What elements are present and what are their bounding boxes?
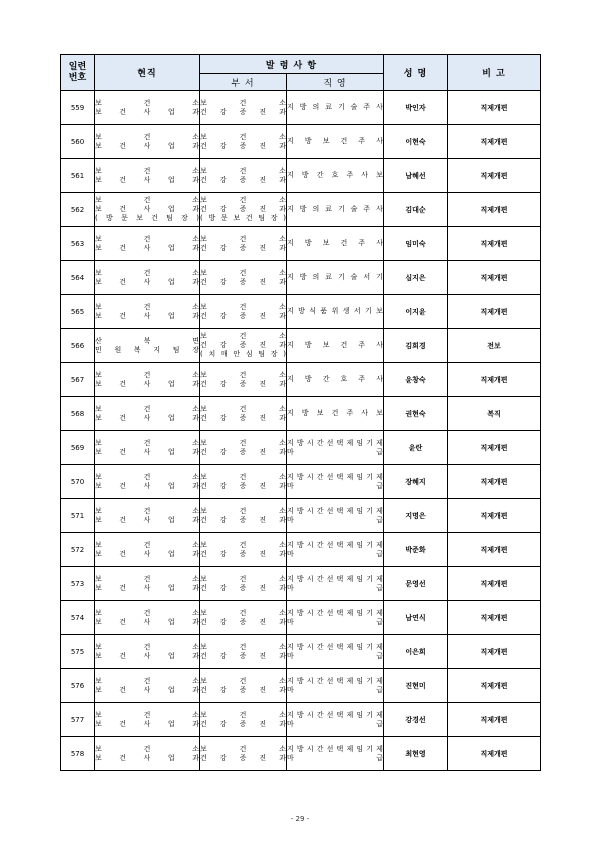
position-cell [287, 465, 384, 499]
cell-line: 산 북 면 [95, 336, 199, 345]
cell-line: 보 건 소 [95, 608, 199, 617]
position-cell [287, 601, 384, 635]
cell-line: 보 건 소 [200, 744, 286, 753]
position-cell [287, 499, 384, 533]
cell-line: 건 강 증 진 과 [200, 205, 286, 213]
serial-number: 577 [61, 703, 95, 737]
header-position: 직 영 [287, 74, 384, 91]
serial-number: 564 [61, 261, 95, 295]
note-cell: 직제개편 [448, 193, 541, 227]
cell-line: 보 건 소 [200, 676, 286, 685]
serial-number: 565 [61, 295, 95, 329]
table-row [61, 737, 541, 771]
page-number: - 29 - [290, 815, 310, 823]
current-post-cell [95, 125, 200, 159]
department-cell [200, 193, 287, 227]
position-cell [287, 703, 384, 737]
department-cell [200, 227, 287, 261]
department-cell [200, 567, 287, 601]
table-row [61, 159, 541, 193]
cell-line: 마 급 [287, 685, 383, 694]
table-row [61, 465, 541, 499]
cell-line: 건 강 증 진 과 [200, 753, 286, 762]
cell-line: 건 강 증 진 과 [200, 311, 286, 320]
header-order-items: 발 령 사 항 [200, 55, 384, 74]
cell-line: 지 방 식 품 위 생 서 기 보 [287, 307, 383, 315]
header-department-text: 부 서 [231, 78, 255, 89]
table-row [61, 261, 541, 295]
cell-line: 보 건 소 [95, 642, 199, 651]
cell-line: 건 강 증 진 과 [200, 583, 286, 592]
serial-number: 567 [61, 363, 95, 397]
serial-number: 570 [61, 465, 95, 499]
cell-line: 지 방 시 간 선 택 제 임 기 제 [287, 472, 383, 481]
serial-number: 578 [61, 737, 95, 771]
header-department [200, 74, 287, 91]
table-row [61, 125, 541, 159]
serial-number: 561 [61, 159, 95, 193]
note-cell: 직제개편 [448, 125, 541, 159]
department-cell [200, 329, 287, 363]
serial-number: 568 [61, 397, 95, 431]
cell-line: 보 건 사 업 과 [95, 719, 199, 728]
cell-line: 보 건 소 [95, 268, 199, 277]
cell-line: 보 건 사 업 과 [95, 379, 199, 388]
table-row [61, 669, 541, 703]
cell-line: 보 건 소 [200, 404, 286, 413]
table-row [61, 397, 541, 431]
current-post-cell [95, 465, 200, 499]
person-name: 강경선 [384, 703, 448, 737]
cell-line: 마 급 [287, 549, 383, 558]
person-name: 이은희 [384, 635, 448, 669]
cell-line: 보 건 소 [200, 302, 286, 311]
position-cell [287, 363, 384, 397]
current-post-cell [95, 635, 200, 669]
position-cell [287, 261, 384, 295]
cell-line: 보 건 소 [95, 196, 199, 204]
position-cell [287, 125, 384, 159]
table-row [61, 227, 541, 261]
cell-line: 보 건 소 [95, 438, 199, 447]
cell-line: 보 건 소 [200, 234, 286, 243]
cell-line: ( 방 문 보 건 팀 장 ) [95, 214, 199, 222]
position-cell [287, 193, 384, 227]
position-cell [287, 533, 384, 567]
current-post-cell [95, 329, 200, 363]
cell-line: 건 강 증 진 과 [200, 447, 286, 456]
cell-line: 건 강 증 진 과 [200, 651, 286, 660]
position-cell [287, 635, 384, 669]
table-row [61, 91, 541, 125]
cell-line: 지 방 간 호 주 사 보 [287, 171, 383, 179]
cell-line: 보 건 사 업 과 [95, 243, 199, 252]
cell-line: 보 건 소 [200, 710, 286, 719]
cell-line: 지 방 시 간 선 택 제 임 기 제 [287, 608, 383, 617]
table-row [61, 363, 541, 397]
cell-line: 건 강 증 진 과 [200, 141, 286, 150]
cell-line: 마 급 [287, 651, 383, 660]
person-name: 문영선 [384, 567, 448, 601]
cell-line: 보 건 소 [200, 370, 286, 379]
note-cell: 전보 [448, 329, 541, 363]
header-name: 성 명 [384, 55, 448, 91]
cell-line: 보 건 사 업 과 [95, 651, 199, 660]
current-post-cell [95, 669, 200, 703]
department-cell [200, 499, 287, 533]
note-cell: 직제개편 [448, 261, 541, 295]
position-cell [287, 567, 384, 601]
current-post-cell [95, 431, 200, 465]
serial-number: 574 [61, 601, 95, 635]
person-name: 장혜지 [384, 465, 448, 499]
person-name: 박인자 [384, 91, 448, 125]
person-name: 진현미 [384, 669, 448, 703]
position-cell [287, 295, 384, 329]
table-row [61, 295, 541, 329]
serial-number: 576 [61, 669, 95, 703]
department-cell [200, 635, 287, 669]
person-name: 김대순 [384, 193, 448, 227]
cell-line: 보 건 소 [95, 370, 199, 379]
cell-line: 보 건 소 [200, 196, 286, 204]
note-cell: 직제개편 [448, 159, 541, 193]
cell-line: 보 건 소 [95, 166, 199, 175]
cell-line: 보 건 소 [95, 506, 199, 515]
department-cell [200, 159, 287, 193]
header-current-post: 현직 [95, 55, 200, 91]
cell-line: 건 강 증 진 과 [200, 549, 286, 558]
table-row [61, 533, 541, 567]
serial-number: 573 [61, 567, 95, 601]
department-cell [200, 669, 287, 703]
department-cell [200, 431, 287, 465]
department-cell [200, 601, 287, 635]
cell-line: 지 방 시 간 선 택 제 임 기 제 [287, 574, 383, 583]
cell-line: 건 강 증 진 과 [200, 685, 286, 694]
cell-line: 보 건 사 업 과 [95, 413, 199, 422]
cell-line: 보 건 사 업 과 [95, 481, 199, 490]
cell-line: 건 강 증 진 과 [200, 481, 286, 490]
cell-line: 지 방 시 간 선 택 제 임 기 제 [287, 642, 383, 651]
cell-line: 마 급 [287, 447, 383, 456]
table-row [61, 499, 541, 533]
note-cell: 직제개편 [448, 295, 541, 329]
cell-line: 보 건 사 업 과 [95, 515, 199, 524]
current-post-cell [95, 91, 200, 125]
cell-line: 보 건 사 업 과 [95, 205, 199, 213]
cell-line: 마 급 [287, 583, 383, 592]
person-name: 김희경 [384, 329, 448, 363]
cell-line: 보 건 사 업 과 [95, 107, 199, 116]
cell-line: 보 건 소 [95, 234, 199, 243]
cell-line: 보 건 소 [200, 540, 286, 549]
department-cell [200, 363, 287, 397]
cell-line: 보 건 소 [200, 98, 286, 107]
department-cell [200, 703, 287, 737]
cell-line: 보 건 소 [95, 540, 199, 549]
cell-line: 마 급 [287, 617, 383, 626]
cell-line: 보 건 소 [200, 642, 286, 651]
cell-line: 건 강 증 진 과 [200, 175, 286, 184]
position-cell [287, 227, 384, 261]
note-cell: 직제개편 [448, 601, 541, 635]
cell-line: 보 건 사 업 과 [95, 549, 199, 558]
cell-line: 보 건 사 업 과 [95, 311, 199, 320]
cell-line: 보 건 소 [95, 132, 199, 141]
serial-number: 563 [61, 227, 95, 261]
note-cell: 직제개편 [448, 499, 541, 533]
cell-line: 보 건 소 [200, 574, 286, 583]
position-cell [287, 329, 384, 363]
cell-line: 지 방 의 료 기 술 주 사 [287, 103, 383, 111]
cell-line: 민 원 복 지 팀 장 [95, 345, 199, 354]
serial-number: 569 [61, 431, 95, 465]
current-post-cell [95, 703, 200, 737]
person-name: 임미숙 [384, 227, 448, 261]
position-cell [287, 669, 384, 703]
cell-line: 건 강 증 진 과 [200, 107, 286, 116]
cell-line: 보 건 소 [200, 332, 286, 340]
cell-line: 건 강 증 진 과 [200, 379, 286, 388]
cell-line: 건 강 증 진 과 [200, 413, 286, 422]
cell-line: 보 건 소 [200, 608, 286, 617]
serial-number: 562 [61, 193, 95, 227]
serial-number: 575 [61, 635, 95, 669]
personnel-order-table [60, 54, 541, 771]
position-cell [287, 159, 384, 193]
cell-line: 보 건 소 [200, 506, 286, 515]
cell-line: 보 건 소 [95, 710, 199, 719]
current-post-cell [95, 397, 200, 431]
cell-line: 보 건 소 [95, 676, 199, 685]
person-name: 박준화 [384, 533, 448, 567]
note-cell: 직제개편 [448, 567, 541, 601]
cell-line: 지 방 보 건 주 사 보 [287, 409, 383, 417]
person-name: 이현숙 [384, 125, 448, 159]
cell-line: 보 건 소 [95, 98, 199, 107]
current-post-cell [95, 601, 200, 635]
note-cell: 직제개편 [448, 737, 541, 771]
note-cell: 직제개편 [448, 431, 541, 465]
cell-line: 보 건 소 [200, 472, 286, 481]
position-cell [287, 397, 384, 431]
note-cell: 직제개편 [448, 363, 541, 397]
table-row [61, 601, 541, 635]
cell-line: 보 건 사 업 과 [95, 583, 199, 592]
department-cell [200, 295, 287, 329]
current-post-cell [95, 737, 200, 771]
current-post-cell [95, 193, 200, 227]
note-cell: 직제개편 [448, 227, 541, 261]
current-post-cell [95, 567, 200, 601]
department-cell [200, 737, 287, 771]
department-cell [200, 465, 287, 499]
department-cell [200, 533, 287, 567]
cell-line: 보 건 소 [200, 268, 286, 277]
position-cell [287, 91, 384, 125]
cell-line: 건 강 증 진 과 [200, 243, 286, 252]
note-cell: 직제개편 [448, 703, 541, 737]
cell-line: 지 방 시 간 선 택 제 임 기 제 [287, 676, 383, 685]
person-name: 심지은 [384, 261, 448, 295]
note-cell: 직제개편 [448, 465, 541, 499]
cell-line: 건 강 증 진 과 [200, 341, 286, 349]
table-row [61, 567, 541, 601]
position-cell [287, 737, 384, 771]
person-name: 최현영 [384, 737, 448, 771]
cell-line: 보 건 사 업 과 [95, 447, 199, 456]
serial-number: 572 [61, 533, 95, 567]
position-cell [287, 431, 384, 465]
cell-line: 지 방 시 간 선 택 제 임 기 제 [287, 744, 383, 753]
note-cell: 직제개편 [448, 669, 541, 703]
person-name: 지명은 [384, 499, 448, 533]
cell-line: 마 급 [287, 753, 383, 762]
cell-line: 지 방 의 료 기 술 주 사 [287, 205, 383, 213]
cell-line: 건 강 증 진 과 [200, 719, 286, 728]
cell-line: 마 급 [287, 719, 383, 728]
current-post-cell [95, 227, 200, 261]
cell-line: 보 건 사 업 과 [95, 141, 199, 150]
current-post-cell [95, 499, 200, 533]
cell-line: 보 건 사 업 과 [95, 617, 199, 626]
current-post-cell [95, 533, 200, 567]
cell-line: 지 방 시 간 선 택 제 임 기 제 [287, 540, 383, 549]
cell-line: 지 방 보 건 주 사 [287, 341, 383, 349]
note-cell: 직제개편 [448, 91, 541, 125]
cell-line: 지 방 시 간 선 택 제 임 기 제 [287, 710, 383, 719]
cell-line: 보 건 소 [95, 404, 199, 413]
table-row [61, 193, 541, 227]
department-cell [200, 125, 287, 159]
person-name: 남혜선 [384, 159, 448, 193]
cell-line: 보 건 소 [95, 574, 199, 583]
cell-line: 보 건 사 업 과 [95, 685, 199, 694]
table-row [61, 635, 541, 669]
cell-line: 보 건 소 [95, 302, 199, 311]
current-post-cell [95, 363, 200, 397]
serial-number: 559 [61, 91, 95, 125]
current-post-cell [95, 261, 200, 295]
cell-line: 보 건 소 [95, 472, 199, 481]
department-cell [200, 91, 287, 125]
current-post-cell [95, 295, 200, 329]
cell-line: 보 건 사 업 과 [95, 277, 199, 286]
table-row [61, 329, 541, 363]
cell-line: 보 건 사 업 과 [95, 175, 199, 184]
note-cell: 직제개편 [448, 533, 541, 567]
cell-line: 보 건 소 [200, 132, 286, 141]
note-cell: 직제개편 [448, 635, 541, 669]
cell-line: 보 건 소 [200, 438, 286, 447]
cell-line: 지 방 의 료 기 술 서 기 [287, 273, 383, 281]
person-name: 윤란 [384, 431, 448, 465]
serial-number: 571 [61, 499, 95, 533]
cell-line: 건 강 증 진 과 [200, 515, 286, 524]
serial-number: 560 [61, 125, 95, 159]
person-name: 윤창숙 [384, 363, 448, 397]
header-note: 비 고 [448, 55, 541, 91]
table-row [61, 431, 541, 465]
cell-line: ( 치 매 안 심 팀 장 ) [200, 350, 286, 358]
table-body [61, 91, 541, 771]
cell-line: 건 강 증 진 과 [200, 617, 286, 626]
person-name: 이지윤 [384, 295, 448, 329]
cell-line: 지 방 시 간 선 택 제 임 기 제 [287, 506, 383, 515]
cell-line: 건 강 증 진 과 [200, 277, 286, 286]
cell-line: 마 급 [287, 481, 383, 490]
table-row [61, 703, 541, 737]
note-cell: 복직 [448, 397, 541, 431]
person-name: 남연식 [384, 601, 448, 635]
header-department-label [200, 76, 286, 89]
department-cell [200, 261, 287, 295]
cell-line: 보 건 소 [95, 744, 199, 753]
current-post-cell [95, 159, 200, 193]
person-name: 권현숙 [384, 397, 448, 431]
department-cell [200, 397, 287, 431]
cell-line: 보 건 사 업 과 [95, 753, 199, 762]
serial-number: 566 [61, 329, 95, 363]
cell-line: ( 방 문 보 건 팀 장 ) [200, 214, 286, 222]
cell-line: 지 방 보 건 주 사 [287, 239, 383, 247]
header-serial: 일련 번호 [61, 55, 95, 91]
cell-line: 지 방 보 건 주 사 [287, 137, 383, 145]
cell-line: 지 방 시 간 선 택 제 임 기 제 [287, 438, 383, 447]
cell-line: 보 건 소 [200, 166, 286, 175]
cell-line: 마 급 [287, 515, 383, 524]
cell-line: 지 방 간 호 주 사 [287, 375, 383, 383]
